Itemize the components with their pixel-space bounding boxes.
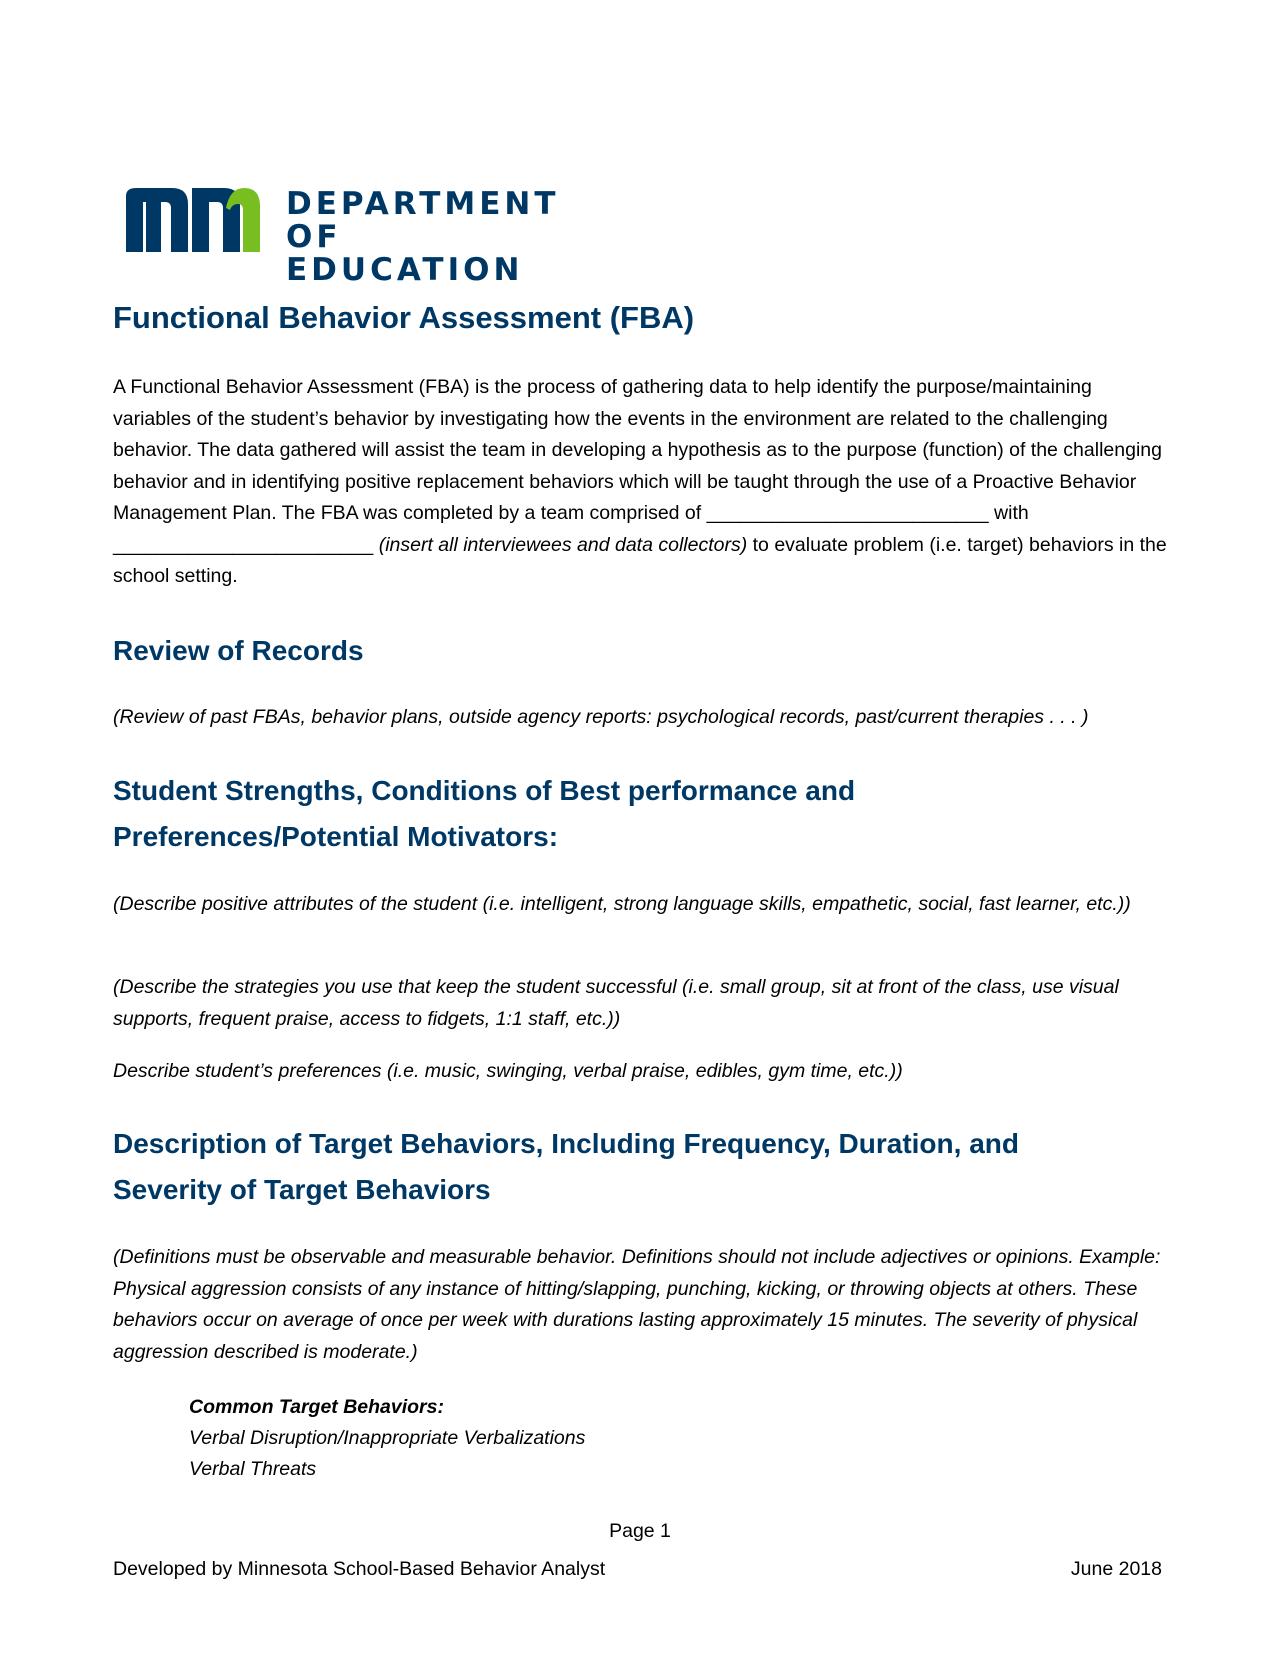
- strengths-heading-line-1: Student Strengths, Conditions of Best performance and: [113, 775, 856, 806]
- interviewees-blank: ________________________: [113, 533, 374, 556]
- strengths-heading: [113, 768, 1113, 860]
- target-note: (Definitions must be observable and measurable behavior. Definitions should not include adjectives or opinions. Example: Physical aggression consists of any instance of hitting/slapping, punching, kicking, or throwing objects at others. These behaviors occur on average of once per week with durations lasting approximately 15 minutes. The severity of physical aggression described is moderate.): [113, 1246, 1161, 1363]
- logo-line-1: DEPARTMENT: [286, 186, 560, 222]
- with-word: with: [994, 502, 1029, 524]
- common-target-behaviors: [189, 1392, 585, 1485]
- logo-wordmark: [286, 188, 586, 287]
- strengths-heading-line-2: Preferences/Potential Motivators:: [113, 821, 559, 852]
- records-note: (Review of past FBAs, behavior plans, outside agency reports: psychological records, past/current therapies . . . ): [113, 706, 1089, 728]
- page-title: Functional Behavior Assessment (FBA): [113, 300, 695, 335]
- team-blank: __________________________: [706, 502, 989, 524]
- list-item: Verbal Threats: [189, 1458, 317, 1480]
- mn-logo-mark: [126, 188, 266, 252]
- interviewees-note: (insert all interviewees and data collectors): [378, 533, 748, 556]
- records-heading: Review of Records: [113, 635, 364, 666]
- intro-paragraph: [113, 372, 1175, 593]
- mde-logo: [126, 186, 586, 288]
- intro-text: A Functional Behavior Assessment (FBA) is the process of gathering data to help identify the purpose/maintaining variables of the student’s behavior by investigating how the events in the environment are related to the challenging behavior. The data gathered will assist the team in developing a hypothesis as to the purpose (function) of the challenging behavior and in identifying positive replacement behaviors which will be taught through the use of a Proactive Behavior Management Plan. The FBA was completed by a team comprised of: [113, 376, 1162, 524]
- target-heading-line-1: Description of Target Behaviors, Including Frequency, Duration, and: [113, 1128, 1019, 1159]
- list-heading: Common Target Behaviors:: [189, 1396, 444, 1418]
- footer-date: June 2018: [1070, 1558, 1162, 1580]
- target-heading: [113, 1121, 1113, 1213]
- footer-developer: Developed by Minnesota School-Based Behavior Analyst: [113, 1558, 606, 1580]
- page-number: Page 1: [609, 1520, 671, 1542]
- strengths-note-2: (Describe the strategies you use that keep the student successful (i.e. small group, sit at front of the class, use visual supports, frequent praise, access to fidgets, 1:1 staff, etc.)): [113, 976, 1119, 1030]
- strengths-note-1: (Describe positive attributes of the student (i.e. intelligent, strong language skills, empathetic, social, fast learner, etc.)): [113, 893, 1131, 915]
- list-item: Verbal Disruption/Inappropriate Verbalizations: [189, 1427, 586, 1449]
- strengths-note-3: Describe student’s preferences (i.e. music, swinging, verbal praise, edibles, gym time, etc.)): [113, 1060, 903, 1082]
- intro-ending: to evaluate problem (i.e. target) behaviors in the school setting.: [113, 533, 1167, 587]
- target-heading-line-2: Severity of Target Behaviors: [113, 1174, 491, 1205]
- logo-line-2: OF EDUCATION: [286, 219, 524, 288]
